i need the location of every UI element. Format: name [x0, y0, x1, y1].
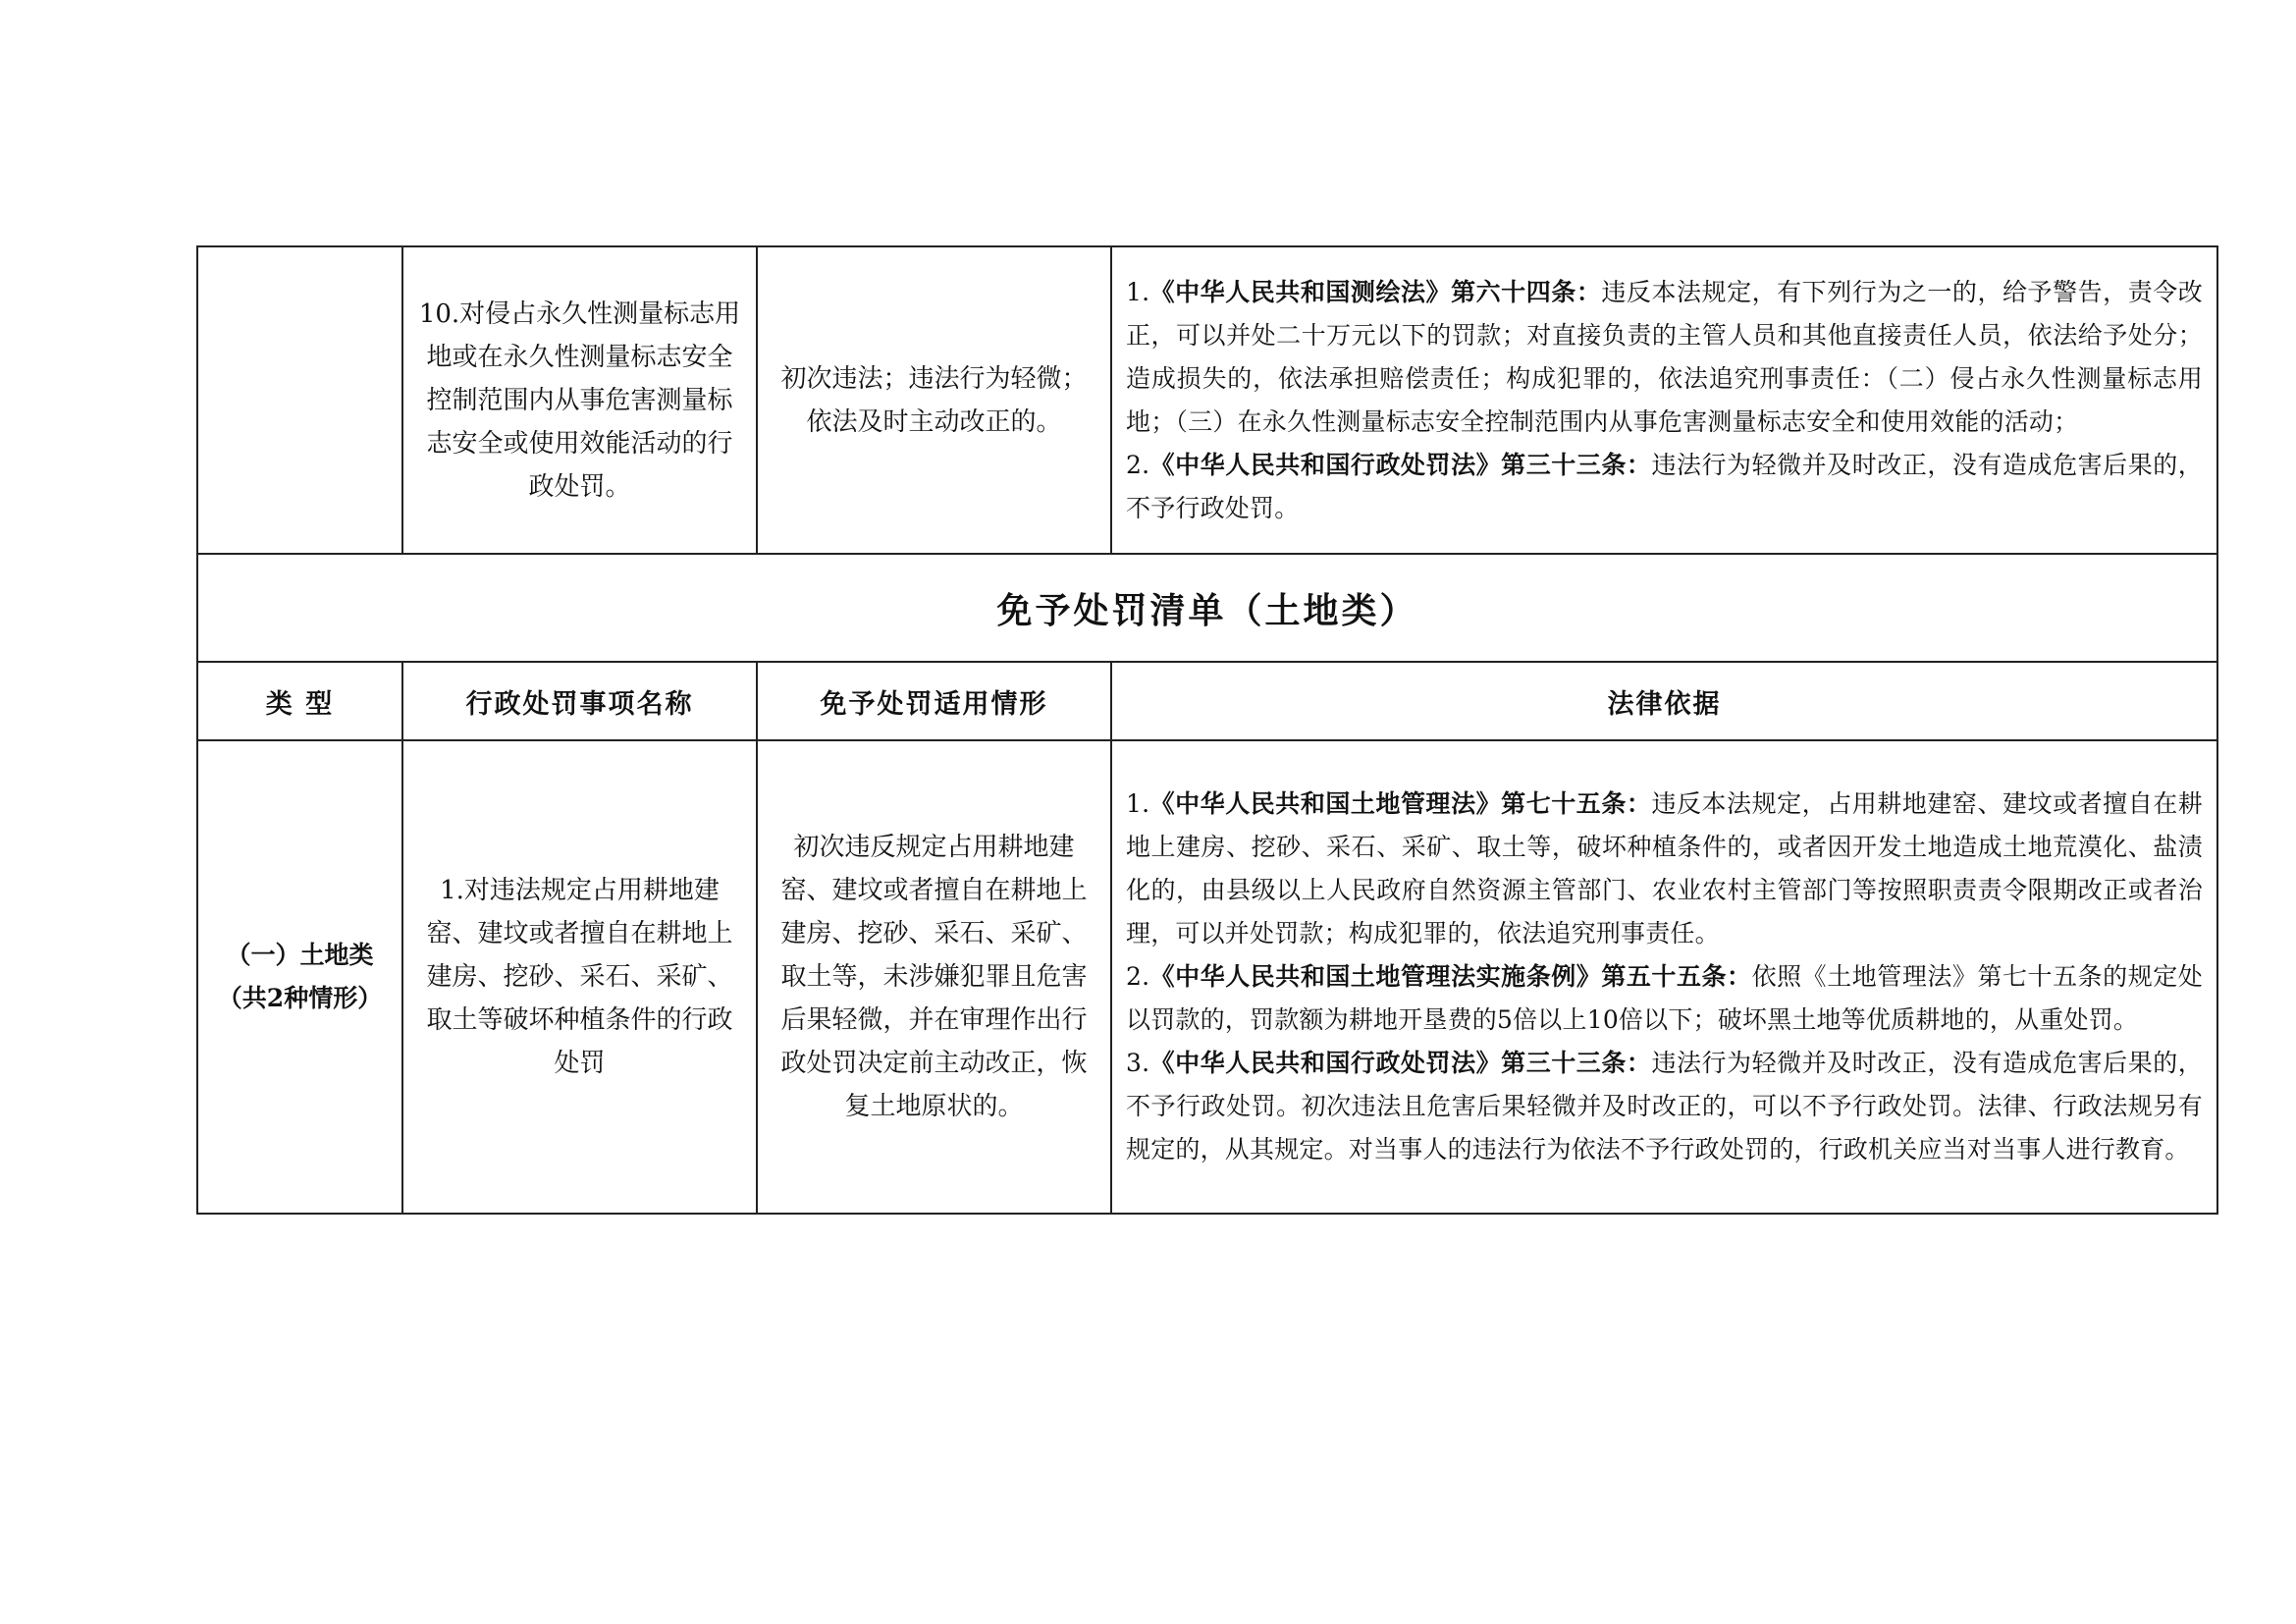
legal-basis-cell: [1111, 246, 2217, 554]
header-legal-basis: 法律依据: [1111, 662, 2217, 740]
table-header-row: [197, 662, 2217, 740]
legal-basis-entry: 2.《中华人民共和国行政处罚法》第三十三条：违法行为轻微并及时改正，没有造成危害后果的，不予行政处罚。: [1126, 450, 2203, 522]
header-item-name: 行政处罚事项名称: [402, 662, 757, 740]
legal-basis-entry: 2.《中华人民共和国土地管理法实施条例》第五十五条：依照《土地管理法》第七十五条的规定处以罚款的，罚款额为耕地开垦费的5倍以上10倍以下；破坏黑土地等优质耕地的，从重处罚。: [1126, 962, 2203, 1034]
legal-basis-entry: 3.《中华人民共和国行政处罚法》第三十三条：违法行为轻微并及时改正，没有造成危害后果的，不予行政处罚。初次违法且危害后果轻微并及时改正的，可以不予行政处罚。法律、行政法规另有规定的，从其规定。对当事人的违法行为依法不予行政处罚的，行政机关应当对当事人进行教育。: [1126, 1049, 2203, 1164]
header-type: 类 型: [197, 662, 402, 740]
penalty-exemption-table: [196, 245, 2218, 1215]
legal-basis-entry: 1.《中华人民共和国测绘法》第六十四条：违反本法规定，有下列行为之一的，给予警告，责令改正，可以并处二十万元以下的罚款；对直接负责的主管人员和其他直接责任人员，依法给予处分；造成损失的，依法承担赔偿责任；构成犯罪的，依法追究刑事责任：（二）侵占永久性测量标志用地；（三）在永久性测量标志安全控制范围内从事危害测量标志安全和使用效能的活动；: [1126, 277, 2203, 436]
type-label: （一）土地类: [226, 941, 374, 969]
table-row-land-item-1: [197, 740, 2217, 1214]
circumstance-cell: 初次违法；违法行为轻微；依法及时主动改正的。: [757, 246, 1111, 554]
section-title: 免予处罚清单（土地类）: [197, 554, 2217, 662]
section-title-row: [197, 554, 2217, 662]
type-cell-empty: [197, 246, 402, 554]
circumstance-cell: 初次违反规定占用耕地建窑、建坟或者擅自在耕地上建房、挖砂、采石、采矿、取土等，未涉嫌犯罪且危害后果轻微，并在审理作出行政处罚决定前主动改正，恢复土地原状的。: [757, 740, 1111, 1214]
item-name-cell: 10.对侵占永久性测量标志用地或在永久性测量标志安全控制范围内从事危害测量标志安全或使用效能活动的行政处罚。: [402, 246, 757, 554]
penalty-exemption-table-page: [196, 245, 2216, 1215]
header-circumstance: 免予处罚适用情形: [757, 662, 1111, 740]
type-cell-land: [197, 740, 402, 1214]
table-row-surveying-item-10: [197, 246, 2217, 554]
legal-basis-entry: 1.《中华人民共和国土地管理法》第七十五条：违反本法规定，占用耕地建窑、建坟或者擅自在耕地上建房、挖砂、采石、采矿、取土等，破坏种植条件的，或者因开发土地造成土地荒漠化、盐渍化的，由县级以上人民政府自然资源主管部门、农业农村主管部门等按照职责责令限期改正或者治理，可以并处罚款；构成犯罪的，依法追究刑事责任。: [1126, 789, 2203, 947]
type-count: （共2种情形）: [217, 984, 383, 1012]
legal-basis-cell: [1111, 740, 2217, 1214]
item-name-cell: 1.对违法规定占用耕地建窑、建坟或者擅自在耕地上建房、挖砂、采石、采矿、取土等破坏种植条件的行政处罚: [402, 740, 757, 1214]
